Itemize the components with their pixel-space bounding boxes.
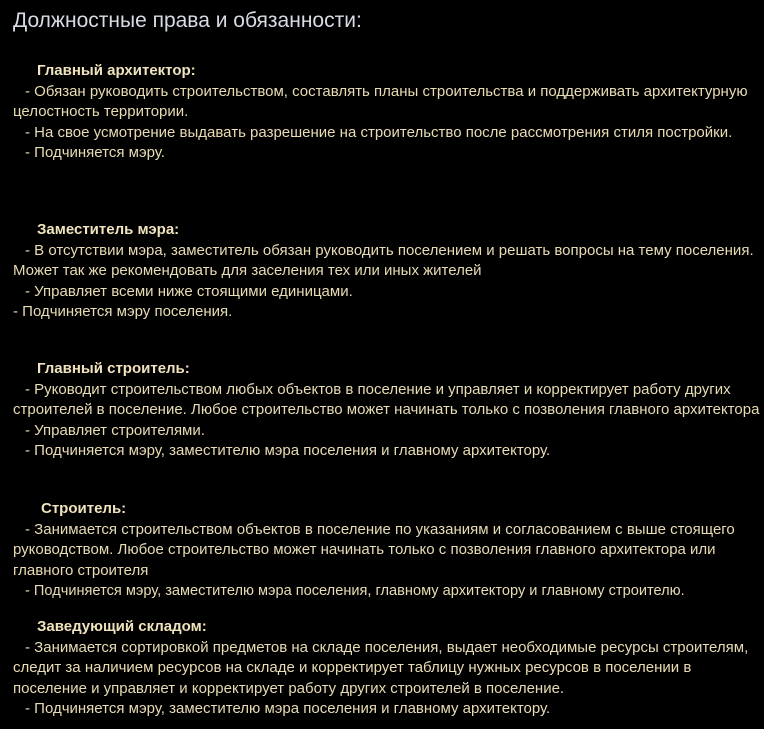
section-heading: Главный архитектор: [37, 62, 196, 79]
section-chief-builder [13, 359, 764, 462]
duty-item: - На свое усмотрение выдавать разрешение на строительство после рассмотрения стиля постройки. [25, 123, 733, 141]
duty-item: - Управляет строителями. [25, 421, 205, 439]
duty-item: - Занимается сортировкой предметов на складе поселения, выдает необходимые ресурсы строителям, следит за наличием ресурсов на складе и корректирует таблицу нужных ресурсов в поселении в поселение и управляет и корректирует работу других строителей в поселение. [13, 638, 749, 697]
page-title: Должностные права и обязанности: [13, 9, 362, 32]
section-heading: Заведующий складом: [37, 618, 207, 635]
duty-item: - Подчиняется мэру. [25, 144, 165, 162]
duty-item: - Подчиняется мэру поселения. [13, 303, 233, 321]
duty-item: - Занимается строительством объектов в поселение по указаниям и согласованием с выше стоящего руководством. Любое строительство может начинать только с позволения главного архитектора или главного строителя [13, 520, 735, 579]
duty-item: - Обязан руководить строительством, составлять планы строительства и поддерживать архитектурную целостность территории. [13, 82, 748, 121]
duty-item: - Руководит строительством любых объектов в поселение и управляет и корректирует работу других строителей в поселение. Любое строительство может начинать только с позволения главного архитектора [13, 380, 760, 419]
section-heading: Строитель: [41, 500, 127, 517]
section-builder [13, 499, 764, 602]
section-deputy-mayor [13, 220, 764, 323]
duty-item: - Подчиняется мэру, заместителю мэра поселения и главному архитектору. [25, 442, 551, 460]
section-chief-architect [13, 61, 764, 164]
section-warehouse-manager [13, 617, 764, 720]
duty-item: - Подчиняется мэру, заместителю мэра поселения, главному архитектору и главному строителю. [25, 583, 685, 600]
section-heading: Главный строитель: [37, 360, 190, 377]
duty-item: - В отсутствии мэра, заместитель обязан руководить поселением и решать вопросы на тему поселения. Может так же рекомендовать для заселения тех или иных жителей [13, 241, 754, 280]
duty-item: - Подчиняется мэру, заместителю мэра поселения и главному архитектору. [25, 700, 551, 718]
duty-item: - Управляет всеми ниже стоящими единицами. [25, 282, 353, 300]
section-heading: Заместитель мэра: [37, 221, 180, 238]
